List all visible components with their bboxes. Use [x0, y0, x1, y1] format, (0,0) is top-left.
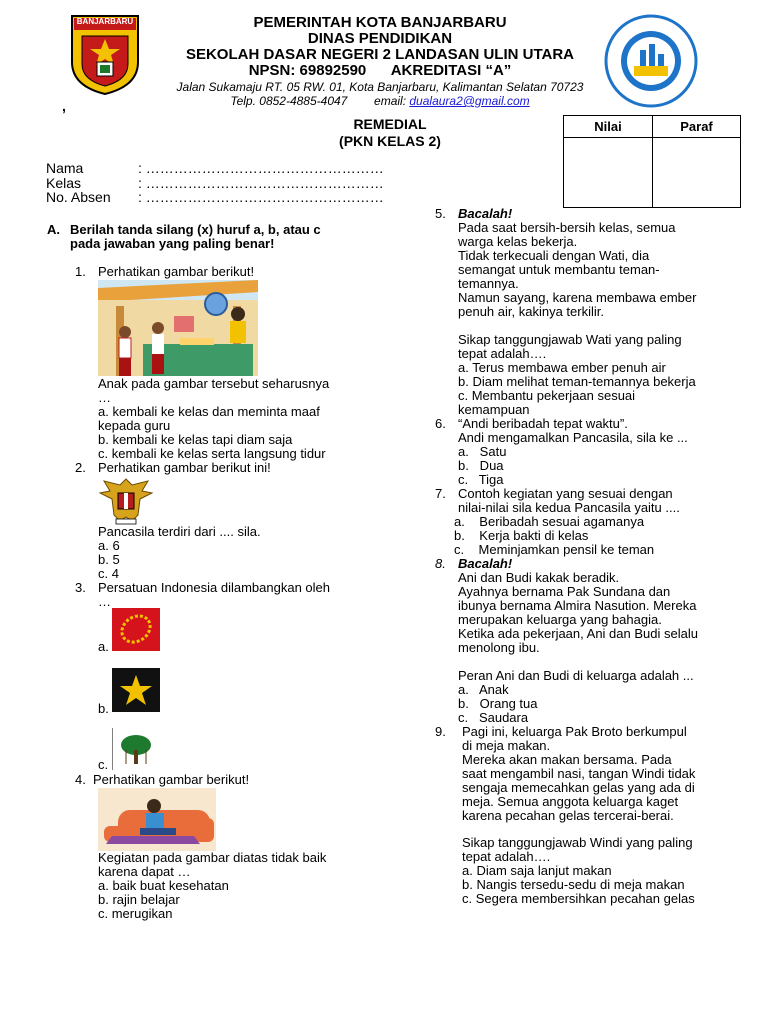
identity-label: Kelas — [46, 174, 82, 191]
q3-text2: … — [98, 594, 111, 609]
q8-passage-line: Ketika ada pekerjaan, Ani dan Budi selalu — [458, 626, 698, 641]
q5-passage-line: Tidak terkecuali dengan Wati, dia — [458, 248, 650, 263]
score-header: Nilai — [564, 116, 653, 138]
q2-option-b[interactable]: b. 5 — [98, 552, 120, 567]
q5-heading: Bacalah! — [458, 206, 513, 221]
q9-passage-line: sengaja memecahkan gelas yang ada di — [462, 780, 695, 795]
q6-option-c[interactable]: c. Tiga — [458, 472, 504, 487]
identity-label: Nama — [46, 160, 84, 176]
q5-number: 5. — [435, 206, 446, 221]
q8-passage-line: menolong ibu. — [458, 640, 540, 655]
q5-passage-line: Namun sayang, karena membawa ember — [458, 290, 697, 305]
identity-block — [46, 161, 384, 205]
q4-stem: Perhatikan gambar berikut! — [93, 772, 250, 787]
sofa-child-image — [98, 788, 216, 851]
q8-passage-line: Ayahnya bernama Pak Sundana dan — [458, 584, 671, 599]
signature-header: Paraf — [653, 116, 741, 138]
q5-passage-line: semangat untuk membantu teman- — [458, 262, 660, 277]
q2-option-a[interactable]: a. 6 — [98, 538, 120, 553]
identity-dots: : …………………………………………… — [138, 189, 384, 205]
q8-passage-line: ibunya bernama Almira Nasution. Mereka — [458, 598, 697, 613]
q7-option-c[interactable]: c. Meminjamkan pensil ke teman — [454, 542, 655, 557]
q4-option-b[interactable]: b. rajin belajar — [98, 892, 180, 907]
q4-text2: karena dapat … — [98, 864, 191, 879]
q6-line2: Andi mengamalkan Pancasila, sila ke ... — [458, 430, 688, 445]
q4-option-a[interactable]: a. baik buat kesehatan — [98, 878, 229, 893]
q9-passage-line: karena pecahan gelas tercerai-berai. — [462, 808, 674, 823]
q9-option-a[interactable]: a. Diam saja lanjut makan — [462, 863, 612, 878]
q9-passage-line: Pagi ini, keluarga Pak Broto berkumpul — [462, 724, 687, 739]
garuda-image — [98, 475, 154, 525]
identity-label: No. Absen — [46, 189, 111, 205]
q6-option-b[interactable]: b. Dua — [458, 458, 504, 473]
q9-passage-line: Mereka akan makan bersama. Pada — [462, 752, 672, 767]
q9-question-line: Sikap tanggungjawab Windi yang paling — [462, 835, 693, 850]
q6-number: 6. — [435, 416, 446, 431]
q2-stem: Perhatikan gambar berikut ini! — [98, 460, 271, 475]
star-symbol-icon — [112, 668, 160, 712]
q3-number: 3. — [75, 580, 86, 595]
city-logo-text: BANJARBARU — [76, 17, 134, 26]
school-address: Jalan Sukamaju RT. 05 RW. 01, Kota Banjarbaru, Kalimantan Selatan 70723 — [176, 80, 584, 94]
q5-question-line: Sikap tanggungjawab Wati yang paling — [458, 332, 682, 347]
q2-option-c[interactable]: c. 4 — [98, 566, 119, 581]
q1-number: 1. — [75, 264, 86, 279]
q7-option-a[interactable]: a. Beribadah sesuai agamanya — [454, 514, 645, 529]
q9-option-b[interactable]: b. Nangis tersedu-sedu di meja makan — [462, 877, 685, 892]
q8-question: Peran Ani dan Budi di keluarga adalah ... — [458, 668, 694, 683]
city-logo — [70, 14, 140, 96]
instruction-line1: Berilah tanda silang (x) huruf a, b, atau c — [70, 222, 321, 237]
contact-line — [150, 94, 610, 108]
q5-passage-line: warga kelas bekerja. — [458, 234, 578, 249]
school-logo — [604, 14, 698, 108]
q6-option-a[interactable]: a. Satu — [458, 444, 507, 459]
identity-row[interactable] — [46, 190, 384, 205]
school-name: SEKOLAH DASAR NEGERI 2 LANDASAN ULIN UTARA — [185, 46, 575, 63]
npsn-accreditation: NPSN: 69892590 AKREDITASI “A” — [248, 62, 512, 79]
q9-passage-line: di meja makan. — [462, 738, 551, 753]
q8-option-c[interactable]: c. Saudara — [458, 710, 529, 725]
agency-name: DINAS PENDIDIKAN — [307, 30, 453, 47]
q1-text2: … — [98, 390, 111, 405]
q2-text: Pancasila terdiri dari .... sila. — [98, 524, 261, 539]
gov-name: PEMERINTAH KOTA BANJARBARU — [253, 14, 507, 31]
q8-heading: Bacalah! — [458, 556, 513, 571]
q8-number: 8. — [435, 556, 446, 571]
section-letter: A. — [47, 222, 60, 237]
q5-passage-line: Pada saat bersih-bersih kelas, semua — [458, 220, 676, 235]
q5-option-b[interactable]: b. Diam melihat teman-temannya bekerja — [458, 374, 696, 389]
identity-dots: : …………………………………………… — [138, 174, 384, 191]
q7-line2: nilai-nilai sila kedua Pancasila yaitu .... — [458, 500, 680, 515]
q4-text1: Kegiatan pada gambar diatas tidak baik — [98, 850, 327, 865]
q3-stem: Persatuan Indonesia dilambangkan oleh — [98, 580, 331, 595]
telp-label: Telp. 0852-4885-4047 email: — [230, 94, 410, 108]
page-title — [320, 116, 460, 150]
q8-passage-line: merupakan keluarga yang bahagia. — [458, 612, 662, 627]
q5-passage-line: penuh air, kakinya terkilir. — [458, 304, 604, 319]
q1-stem: Perhatikan gambar berikut! — [98, 264, 255, 279]
q6-line1: “Andi beribadah tepat waktu”. — [458, 416, 628, 431]
instruction-line2: pada jawaban yang paling benar! — [70, 236, 275, 251]
q5-option-a[interactable]: a. Terus membawa ember penuh air — [458, 360, 666, 375]
q5-option-c[interactable]: c. Membantu pekerjaan sesuai — [458, 388, 636, 403]
q9-question-line: tepat adalah…. — [462, 849, 551, 864]
q7-number: 7. — [435, 486, 446, 501]
q1-option-a[interactable]: a. kembali ke kelas dan meminta maaf — [98, 404, 320, 419]
q9-passage-line: meja. Semua anggota keluarga kaget — [462, 794, 679, 809]
score-cell[interactable] — [564, 138, 653, 208]
identity-dots: : …………………………………………… — [138, 160, 384, 176]
q3-option-b[interactable]: b. — [98, 701, 109, 716]
q1-text1: Anak pada gambar tersebut seharusnya — [98, 376, 330, 391]
q3-option-a[interactable]: a. — [98, 639, 109, 654]
q8-passage-line: Ani dan Budi kakak beradik. — [458, 570, 620, 585]
q9-number: 9. — [435, 724, 446, 739]
q7-option-b[interactable]: b. Kerja bakti di kelas — [454, 528, 589, 543]
q1-classroom-image — [98, 280, 258, 376]
q9-passage-line: saat mengambil nasi, tangan Windi tidak — [462, 766, 696, 781]
score-table — [563, 115, 741, 208]
title-line2: (PKN KELAS 2) — [339, 133, 441, 149]
email-link[interactable]: dualaura2@gmail.com — [409, 94, 530, 108]
q1-option-b[interactable]: b. kembali ke kelas tapi diam saja — [98, 432, 293, 447]
q8-option-b[interactable]: b. Orang tua — [458, 696, 538, 711]
q1-option-a-cont: kepada guru — [98, 418, 171, 433]
q8-option-a[interactable]: a. Anak — [458, 682, 509, 697]
q4-option-c[interactable]: c. merugikan — [98, 906, 173, 921]
q4-number: 4. — [75, 772, 86, 787]
q5-question-line: tepat adalah…. — [458, 346, 547, 361]
banyan-tree-symbol-icon — [112, 728, 160, 770]
title-line1: REMEDIAL — [353, 116, 427, 132]
identity-row[interactable] — [46, 176, 384, 191]
signature-cell[interactable] — [653, 138, 741, 208]
chain-symbol-icon — [112, 608, 160, 651]
q9-option-c[interactable]: c. Segera membersihkan pecahan gelas — [462, 891, 695, 906]
q2-number: 2. — [75, 460, 86, 475]
letterhead — [150, 15, 610, 108]
q5-option-c-cont: kemampuan — [458, 402, 530, 417]
q3-option-c[interactable]: c. — [98, 757, 109, 772]
identity-row[interactable] — [46, 161, 384, 176]
stray-mark: , — [62, 98, 66, 114]
q1-option-c[interactable]: c. kembali ke kelas serta langsung tidur — [98, 446, 326, 461]
q7-line1: Contoh kegiatan yang sesuai dengan — [458, 486, 673, 501]
q5-passage-line: temannya. — [458, 276, 519, 291]
